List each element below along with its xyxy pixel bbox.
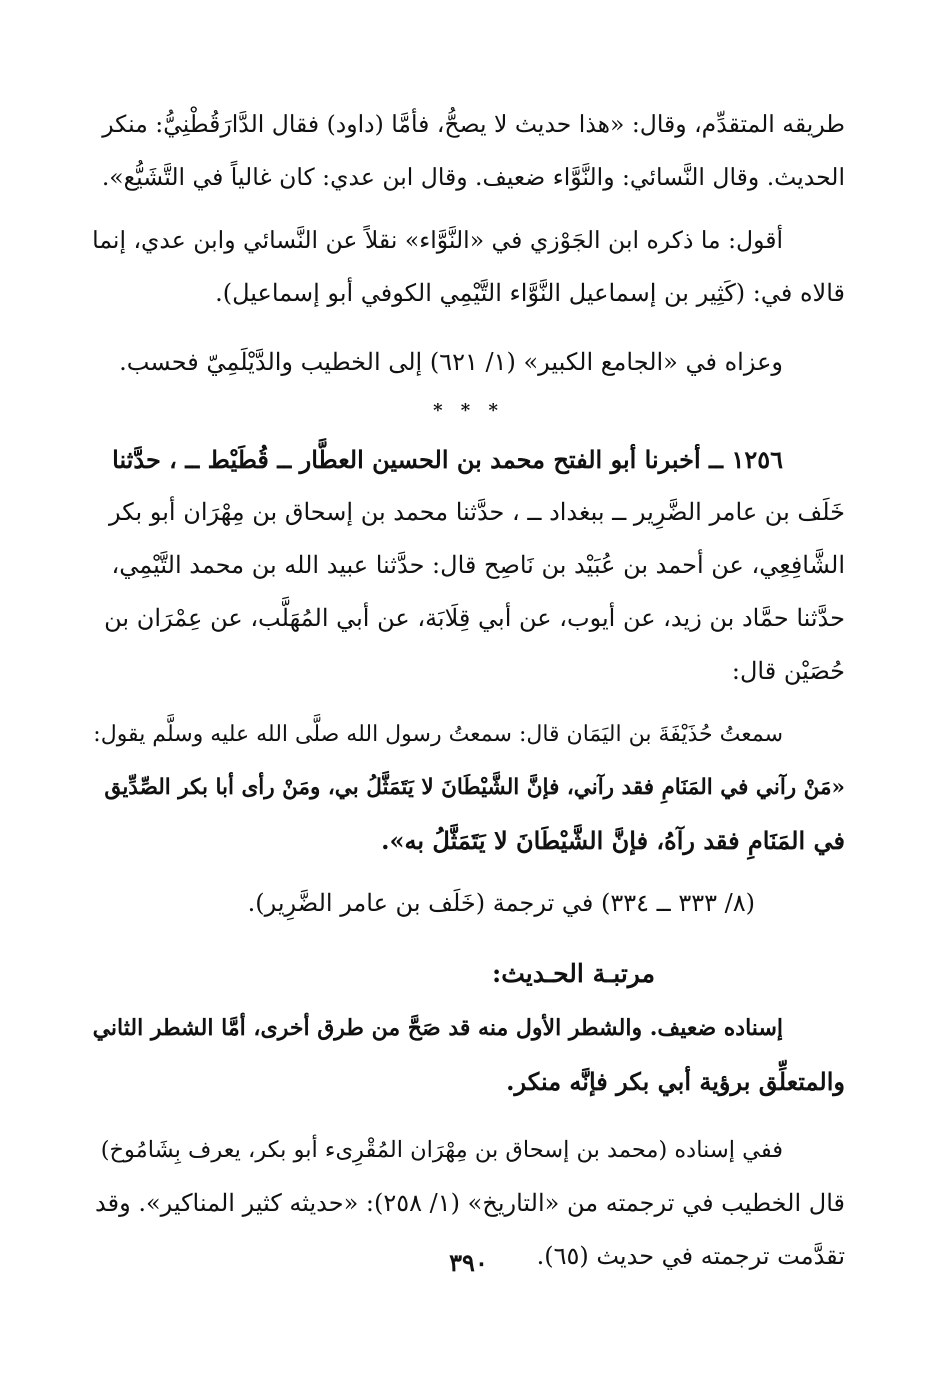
section-separator: * * * [433,400,504,421]
citation-paragraph [92,877,845,930]
paragraph-3 [92,336,845,389]
hadith-matn-paragraph [92,708,845,867]
text-line: قال الخطيب في ترجمته من «التاريخ» (١/ ٢٥٨): «حديثه كثير المناكير». وقد [95,1189,845,1217]
text-line: ففي إسناده (محمد بن إسحاق بن مِهْرَان المُقْرِىء أبو بكر، يعرف بِشَامُوخ) [100,1137,783,1163]
text-line: ١٢٥٦ ــ أخبرنا أبو الفتح محمد بن الحسين العطَّار ــ قُطَيْط ــ ، حدَّثنا [112,445,783,474]
text-line: خَلَف بن عامر الضَّرِير ــ ببغداد ــ ، حدَّثنا محمد بن إسحاق بن مِهْرَان أبو بكر [109,498,845,526]
text-line: (٨/ ٣٣٣ ــ ٣٣٤) في ترجمة (خَلَف بن عامر الضَّرِير). [247,889,755,917]
text-line: طريقه المتقدِّم، وقال: «هذا حديث لا يصحُّ، فأمَّا (داود) فقال الدَّارَقُطْنِيُّ: منكر [102,110,845,138]
text-line: في المَنَامِ فقد رآهُ، فإنَّ الشَّيْطَانَ لا يَتَمَثَّلُ به». [381,826,845,855]
paragraph-1 [92,98,845,204]
paragraph-2 [92,214,845,320]
hadith-isnad-paragraph [92,433,845,698]
text-line: حدَّثنا حمَّاد بن زيد، عن أيوب، عن أبي قِلَابَة، عن أبي المُهَلَّب، عن عِمْرَان بن [104,604,845,632]
text-line: سمعتُ حُذَيْفَةَ بن اليَمَان قال: سمعتُ رسول الله صلَّى الله عليه وسلَّم يقول: [93,722,783,747]
page-number: ٣٩٠ [449,1248,488,1277]
text-line: «مَنْ رآني في المَنَامِ فقد رآني، فإنَّ الشَّيْطَانَ لا يَتَمَثَّلُ بي، ومَنْ رأى أبا بكر الصِّدِّيق [104,775,845,800]
text-line: حُصَيْن قال: [731,657,845,685]
text-line: أقول: ما ذكره ابن الجَوْزي في «النَّوَّاء» نقلاً عن النَّسائي وابن عدي، إنما [92,226,783,254]
section-heading: مرتبـة الحـديث: [491,959,655,988]
text-line: إسناده ضعيف. والشطر الأول منه قد صَحَّ من طرق أخرى، أمَّا الشطر الثاني [92,1015,783,1041]
text-line: تقدَّمت ترجمته في حديث (٦٥). [536,1242,845,1270]
text-line: والمتعلِّق برؤية أبي بكر فإنَّه منكر. [506,1067,845,1096]
grading-paragraph [92,1002,845,1108]
text-line: الحديث. وقال النَّسائي: والنَّوَّاء ضعيف. وقال ابن عدي: كان غالياً في التَّشَيُّع». [101,163,845,191]
text-line: وعزاه في «الجامع الكبير» (١/ ٦٢١) إلى الخطيب والدَّيْلَمِيّ فحسب. [119,348,783,376]
text-line: قالاه في: (كَثِير بن إسماعيل النَّوَّاء التَّيْمِي الكوفي أبو إسماعيل). [215,279,845,307]
text-line: الشَّافِعِي، عن أحمد بن عُبَيْد بن نَاصِح قال: حدَّثنا عبيد الله بن محمد التَّيْمِي، [111,551,845,579]
